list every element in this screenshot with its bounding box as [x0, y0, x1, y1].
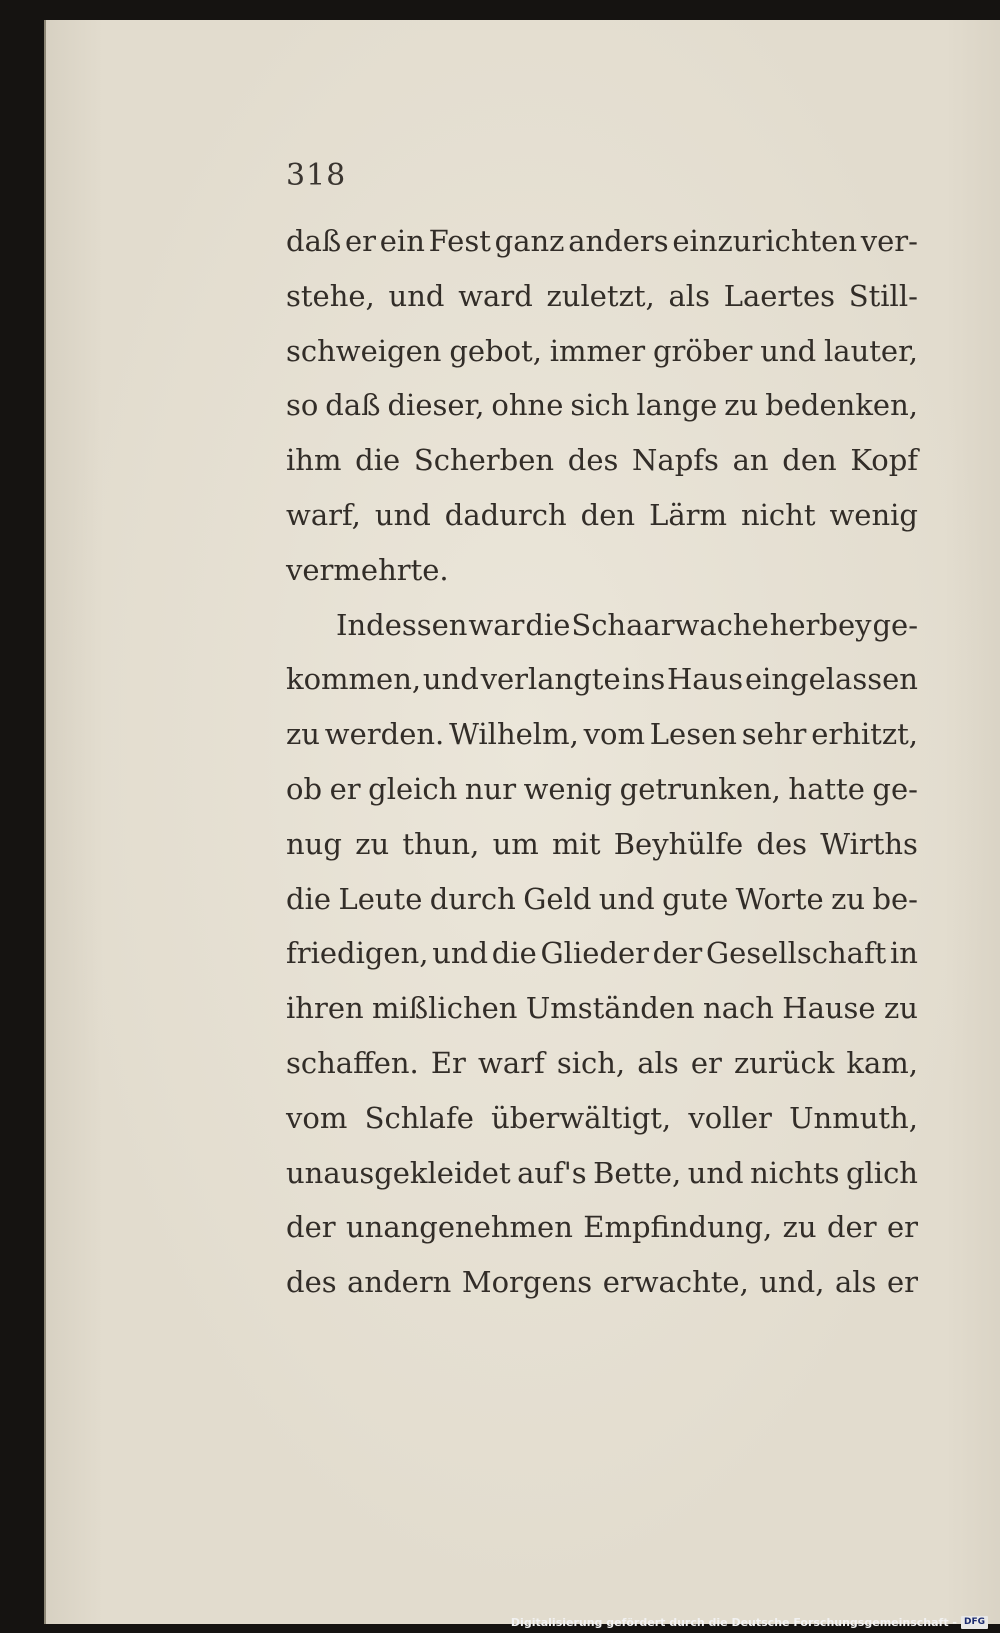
word: wenig	[523, 771, 613, 806]
word: Haus	[667, 662, 744, 697]
word: er	[886, 1210, 918, 1245]
word: stehe,	[286, 278, 375, 313]
word: gleich	[368, 771, 458, 806]
word: war	[468, 607, 525, 642]
word: verlangte	[480, 662, 621, 697]
word: bedenken,	[765, 388, 918, 423]
word: den	[580, 497, 636, 532]
word: die	[355, 443, 401, 478]
word: kam,	[846, 1045, 918, 1080]
word: sich,	[556, 1045, 626, 1080]
word: herbey	[769, 607, 872, 642]
word: nur	[464, 771, 517, 806]
word: um	[492, 826, 539, 861]
word: den	[782, 443, 837, 478]
word: Indessen	[336, 607, 468, 642]
word: gröber	[652, 333, 753, 368]
word: anders	[568, 224, 669, 258]
word: gute	[662, 881, 729, 916]
word: Er	[430, 1045, 466, 1080]
word: auf's	[517, 1155, 587, 1190]
word: Glieder	[540, 936, 649, 971]
word: ge-	[872, 607, 918, 642]
text-line	[286, 1200, 918, 1255]
word: eingelassen	[744, 662, 918, 697]
word: Lesen	[649, 717, 737, 752]
word: und	[432, 936, 489, 971]
word: Worte	[735, 881, 824, 916]
word: Morgens	[461, 1265, 593, 1300]
word: hatte	[788, 771, 865, 806]
word: er	[329, 771, 361, 806]
word: Kopf	[850, 443, 918, 478]
word: kommen,	[286, 662, 422, 697]
text-line	[286, 378, 918, 433]
word: voller	[688, 1100, 772, 1135]
word: ver-	[860, 224, 918, 258]
word: ward	[458, 278, 533, 313]
word: Bette,	[593, 1155, 682, 1190]
word: er	[344, 224, 377, 258]
word: Umständen	[525, 991, 695, 1026]
word: Beyhülfe	[613, 826, 744, 861]
word: und	[388, 278, 445, 313]
word: Empfindung,	[583, 1210, 773, 1245]
word: vom	[583, 717, 645, 752]
word: daß	[325, 388, 381, 423]
word: ob	[286, 771, 323, 806]
word: Wilhelm,	[449, 717, 579, 752]
body-text	[286, 214, 918, 1310]
word: die	[286, 881, 332, 916]
word: sehr	[741, 717, 807, 752]
word: erwachte,	[602, 1265, 749, 1300]
word: gebot,	[449, 333, 542, 368]
text-line: vermehrte.	[286, 552, 449, 587]
word: Wirths	[820, 826, 918, 861]
word: be-	[872, 881, 918, 916]
text-line	[286, 598, 918, 653]
word: und	[760, 333, 817, 368]
text-line	[286, 433, 918, 488]
word: überwältigt,	[491, 1100, 672, 1135]
word: ihren	[286, 991, 364, 1026]
word: ohne	[491, 388, 564, 423]
word: ge-	[872, 771, 918, 806]
word: friedigen,	[286, 936, 429, 971]
word: ins	[622, 662, 666, 697]
credit-text: Digitalisierung gefördert durch die Deutsche Forschungsgemeinschaft -	[510, 1615, 957, 1629]
word: glich	[845, 1155, 918, 1190]
word: andern	[347, 1265, 452, 1300]
word: der	[652, 936, 703, 971]
word: mit	[552, 826, 601, 861]
word: unausgekleidet	[286, 1155, 511, 1190]
word: des	[286, 1265, 337, 1300]
word: dieser,	[387, 388, 485, 423]
word: zu	[286, 717, 320, 752]
word: zu	[355, 826, 390, 861]
text-line	[286, 1091, 918, 1146]
text-line	[286, 762, 918, 817]
dfg-logo: DFG	[961, 1616, 988, 1629]
word: Leute	[338, 881, 423, 916]
word: an	[732, 443, 769, 478]
word: der	[826, 1210, 877, 1245]
text-line	[286, 1146, 918, 1201]
word: mißlichen	[372, 991, 518, 1026]
word: er	[690, 1045, 722, 1080]
word: Still-	[848, 278, 918, 313]
word: ihm	[286, 443, 342, 478]
text-line	[286, 817, 918, 872]
word: nug	[286, 826, 342, 861]
word: Geld	[523, 881, 592, 916]
word: als	[834, 1265, 877, 1300]
word: ganz	[494, 224, 565, 258]
text-line	[286, 926, 918, 981]
word: und	[374, 497, 431, 532]
word: sich	[570, 388, 630, 423]
word: vom	[286, 1100, 348, 1135]
word: Scherben	[413, 443, 555, 478]
word: durch	[429, 881, 516, 916]
word: warf	[478, 1045, 545, 1080]
text-line	[286, 214, 918, 269]
text-line	[286, 1036, 918, 1091]
word: werden.	[324, 717, 445, 752]
word: wenig	[829, 497, 918, 532]
word: er	[886, 1265, 918, 1300]
text-line	[286, 707, 918, 762]
word: schaffen.	[286, 1045, 419, 1080]
word: in	[890, 936, 918, 971]
word: zu	[782, 1210, 817, 1245]
word: so	[286, 388, 319, 423]
word: nicht	[740, 497, 816, 532]
text-line	[286, 872, 918, 927]
word: Schlafe	[364, 1100, 474, 1135]
word: getrunken,	[619, 771, 781, 806]
word: nach	[703, 991, 774, 1026]
word: und,	[759, 1265, 825, 1300]
word: Gesellschaft	[705, 936, 887, 971]
word: die	[525, 607, 571, 642]
word: der	[286, 1210, 336, 1245]
word: schweigen	[286, 333, 442, 368]
word: warf,	[286, 497, 361, 532]
word: zurück	[733, 1045, 835, 1080]
word: als	[668, 278, 710, 313]
word: und	[687, 1155, 744, 1190]
word: Laertes	[723, 278, 835, 313]
word: zu	[724, 388, 759, 423]
word: Lärm	[649, 497, 727, 532]
word: und	[598, 881, 655, 916]
word: Napfs	[632, 443, 719, 478]
text-line	[286, 324, 918, 379]
word: Schaarwache	[571, 607, 769, 642]
word: ein	[379, 224, 425, 258]
word: dadurch	[444, 497, 567, 532]
text-line	[286, 269, 918, 324]
book-page	[44, 20, 1000, 1624]
word: Unmuth,	[789, 1100, 918, 1135]
word: daß	[286, 224, 342, 258]
word: einzurichten	[672, 224, 858, 258]
word: erhitzt,	[811, 717, 918, 752]
word: zu	[883, 991, 918, 1026]
word: Hause	[782, 991, 876, 1026]
digitization-credit	[511, 1613, 988, 1631]
word: und	[422, 662, 479, 697]
word: des	[756, 826, 808, 861]
word: thun,	[402, 826, 480, 861]
word: unangenehmen	[345, 1210, 573, 1245]
word: zu	[831, 881, 866, 916]
text-line	[286, 981, 918, 1036]
word: Fest	[428, 224, 491, 258]
word: lauter,	[824, 333, 918, 368]
text-line	[286, 652, 918, 707]
word: nichts	[750, 1155, 840, 1190]
word: lange	[636, 388, 718, 423]
word: immer	[549, 333, 646, 368]
page-number: 318	[286, 158, 347, 193]
word: zuletzt,	[546, 278, 655, 313]
text-line	[286, 1255, 918, 1310]
word: als	[637, 1045, 679, 1080]
text-line	[286, 488, 918, 543]
word: des	[567, 443, 619, 478]
word: die	[491, 936, 537, 971]
